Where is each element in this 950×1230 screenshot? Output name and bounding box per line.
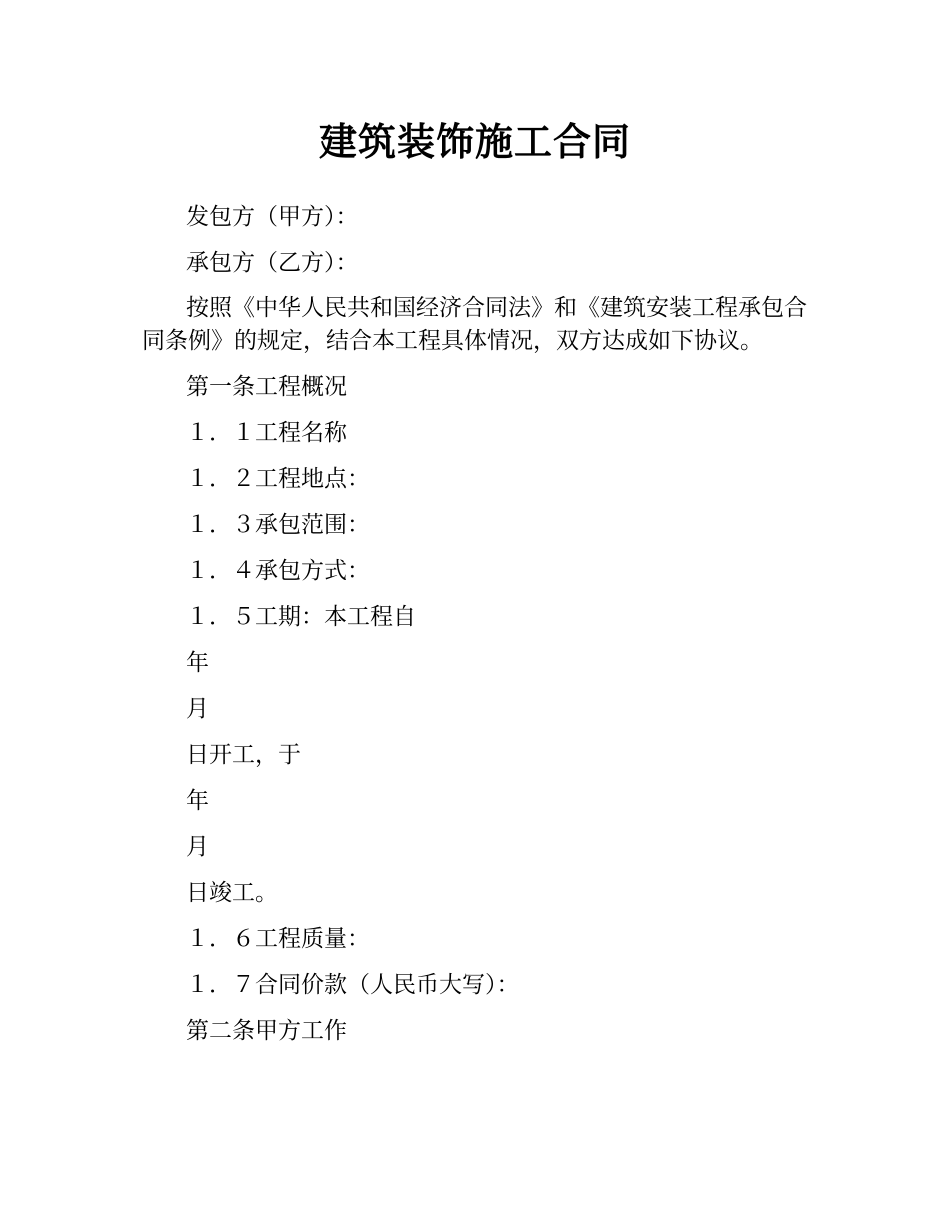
clause-1-6: １．６工程质量： [186, 926, 370, 952]
start-month-line: 月 [186, 696, 209, 722]
article-2-heading: 第二条甲方工作 [186, 1018, 347, 1044]
clause-1-1: １．１工程名称 [186, 420, 347, 446]
end-month-line: 月 [186, 834, 209, 860]
article-1-heading: 第一条工程概况 [186, 374, 347, 400]
start-day-line: 日开工，于 [186, 742, 301, 768]
document-title: 建筑装饰施工合同 [318, 120, 631, 164]
document-body [142, 200, 812, 1060]
clause-1-2: １．２工程地点： [186, 466, 370, 492]
clause-1-7: １．７合同价款（人民币大写）： [186, 972, 520, 998]
clause-1-4: １．４承包方式： [186, 558, 370, 584]
party-a-line: 发包方（甲方）： [186, 204, 359, 230]
clause-1-5: １．５工期：本工程自 [186, 604, 416, 630]
end-year-line: 年 [186, 788, 209, 814]
end-day-line: 日竣工。 [186, 880, 278, 906]
start-year-line: 年 [186, 650, 209, 676]
clause-1-3: １．３承包范围： [186, 512, 370, 538]
party-b-line: 承包方（乙方）： [186, 250, 359, 276]
preamble-paragraph: 按照《中华人民共和国经济合同法》和《建筑安装工程承包合同条例》的规定，结合本工程具体情况，双方达成如下协议。 [142, 295, 807, 354]
